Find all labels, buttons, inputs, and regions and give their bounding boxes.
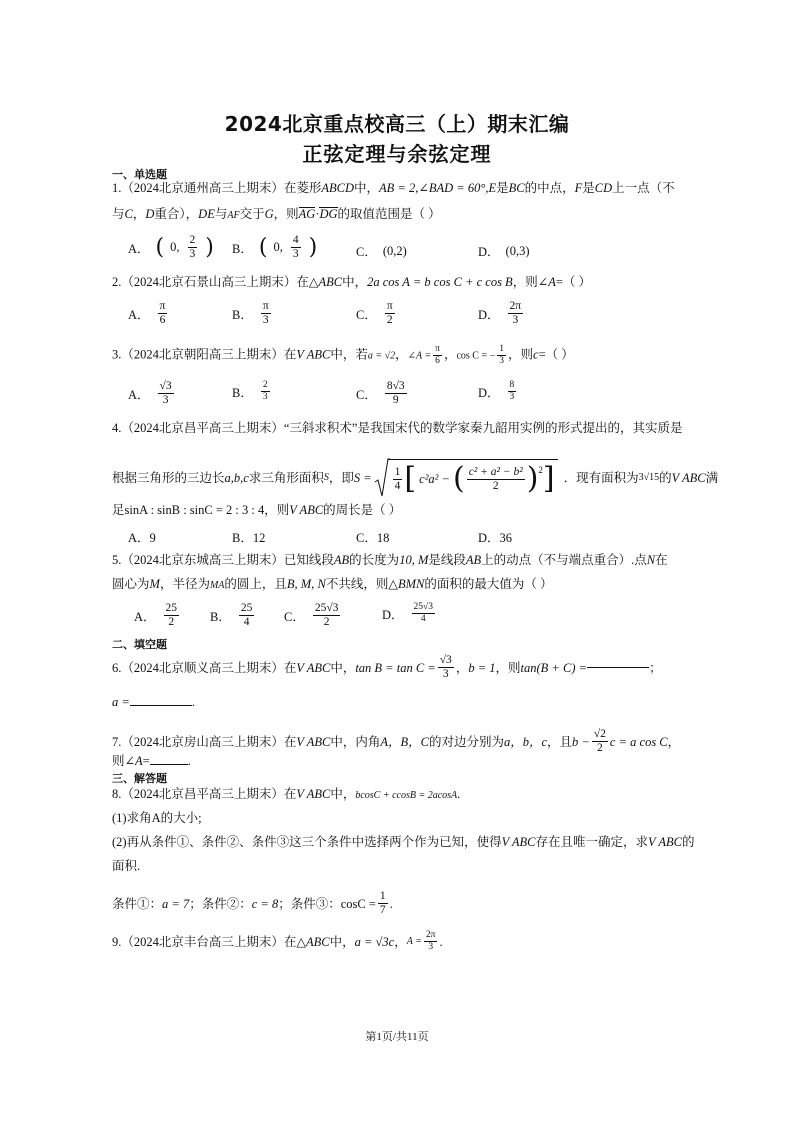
q1-math: C [124,207,133,221]
q2-option-d[interactable] [478,300,525,327]
q5-text: 不共线，则 [325,577,389,591]
q2-text: 中， [342,275,368,289]
fraction [291,234,301,261]
denominator: 4 [394,479,401,492]
q8-text: ；条件②： [189,896,252,911]
q6-math: V ABC [296,660,331,675]
denominator: 4 [243,616,250,628]
q2-text: 2.（2024北京石景山高三上期末）在△ [112,275,319,289]
option-label: C． [284,609,305,624]
q8-text: 8.（2024北京昌平高三上期末）在 [112,787,297,801]
fraction [158,300,168,327]
q1-text: 与 [214,207,228,221]
question-5-line-1 [112,552,668,568]
question-1-line-2 [112,206,441,224]
q4-text: 的 [659,471,672,485]
q8-math: a = 7 [162,896,190,911]
q7-text: = [142,754,150,768]
q9-math: A = [406,935,422,947]
denominator: 2 [492,479,499,492]
option-label: B． [232,307,253,322]
numerator: c² + a² − b² [468,465,523,478]
q3-text: ，则 [508,347,534,362]
q5-text: 的长度为 [349,553,400,567]
q7-text: 则∠ [112,754,135,768]
q1-text: ，则 [273,207,299,221]
q5-math: AB [465,553,482,567]
q1-math: G [264,207,274,221]
denominator: 3 [292,248,299,260]
q5-math: M [149,577,160,591]
denominator: 2 [168,616,175,628]
denominator: 3 [162,394,169,406]
right-bracket: ] [542,461,555,496]
fraction [424,930,438,953]
left-paren: ( [453,461,465,496]
q1-math: AF [227,210,240,221]
fraction [592,728,608,755]
q8-math: V ABC [296,787,331,801]
q2-math: ABC [318,275,343,289]
option-label: A． [128,307,150,322]
q5-text: 5.（2024北京东城高三上期末）已知线段 [112,553,334,567]
denominator: 2 [597,742,603,754]
q4-math: V ABC [671,471,706,485]
q6-math: tan(B + C) = [520,660,588,675]
question-8-line-1 [112,786,460,804]
q5-option-c[interactable] [284,602,342,629]
q7-math: V ABC [296,734,331,749]
q1-text: 中， [354,181,380,195]
q3-option-b[interactable] [232,380,272,403]
q8-text: 存在且唯一确定，求 [535,835,649,849]
q8-text: 的 [681,835,695,849]
option-label: A． [128,387,150,402]
q2-option-c[interactable] [356,300,397,327]
q4-math: S = [353,471,372,485]
question-9-line-1 [112,930,443,953]
fraction [261,380,270,403]
fraction [438,654,454,681]
q5-text: 上的动点（不与端点重合）.点 [481,553,647,567]
option-label: C． [356,245,377,259]
numerator: 2 [189,234,196,246]
q8-text: 中， [330,787,356,801]
denominator: 2 [323,616,330,628]
fraction [261,300,271,327]
section-heading-solution: 三、解答题 [112,772,167,785]
q5-text: 的面积的最大值为（ ） [424,577,553,591]
q5-math: 10, M [399,553,429,567]
q8-text: ；条件③： [278,896,341,911]
denominator: 3 [262,314,269,326]
q3-option-a[interactable] [128,380,176,407]
numerator: √2 [593,728,606,740]
numerator: 4 [292,234,299,246]
q1-text: 1.（2024北京通州高三上期末）在菱形 [112,181,322,195]
q5-math: B, M, N [286,577,326,591]
fraction [385,300,395,327]
q9-text: 中， [329,934,355,949]
denominator: 3 [262,392,268,402]
dot-operator: · [315,207,320,221]
radical-sign-icon [374,458,390,498]
right-paren: ) [526,461,539,496]
numerator: π [435,344,440,354]
q1-text: 的中点， [524,181,575,195]
document-title: 2024北京重点校高三（上）期末汇编 [224,112,570,136]
q7-text: ，且 [547,734,573,749]
question-8-part-2 [112,834,694,850]
q1-math: DE [198,207,215,221]
numerator: 8 [509,380,515,390]
question-1-line-1 [112,180,675,196]
option-label: D． [478,245,500,259]
q8-math: V ABC [648,835,682,849]
question-6-line-1 [112,654,662,681]
q4-math: S [323,472,329,483]
q9-math: a = √3c [354,934,395,949]
q3-text: 3.（2024北京朝阳高三上期末）在 [112,347,297,362]
option-label: B． [232,241,253,256]
option-text: 0, [170,240,180,254]
page-number-footer: 第1页/共11页 [365,1031,429,1043]
q1-text: 重合）， [154,207,199,221]
fraction [508,380,517,403]
q3-option-d[interactable] [478,380,518,403]
q2-text: ，则∠ [512,275,549,289]
q6-math: a = [112,695,130,709]
option-text: (0,2) [382,243,407,258]
fraction [412,602,435,625]
q5-option-d[interactable] [382,602,437,625]
exponent: 2 [538,464,543,475]
denominator: 6 [159,314,166,326]
denominator: 9 [392,394,399,406]
q1-math: CD [594,181,613,195]
q7-math: c = a cos C [609,734,668,749]
question-4-line-2 [112,458,718,498]
fraction [497,344,506,367]
q9-text: ， [394,934,407,949]
numerator: 25 [165,602,178,614]
q5-text: 圆心为 [112,577,150,591]
denominator: 3 [512,314,519,326]
q6-math: b = 1 [468,660,496,675]
q6-text: ， [455,660,469,675]
question-6-line-2 [112,694,195,710]
q3-math: a = √2 [367,350,396,362]
q5-text: ，半径为 [159,577,210,591]
vector-dg: DG [319,207,338,221]
denominator: 3 [442,668,449,680]
numerator: 2π [425,930,436,940]
q5-option-b[interactable] [210,602,256,629]
q1-math: AB = 2,∠BAD = 60°,E [379,181,497,195]
q7-math: A [134,754,143,768]
question-8-part-2-cont: 面积. [112,859,141,873]
q7-math: a，b，c [503,734,548,749]
q9-text: 9.（2024北京丰台高三上期末）在△ [112,934,306,949]
fraction [313,602,341,629]
right-paren: ) [308,234,318,260]
fraction [393,466,403,493]
q4-math: sinA : sinB : sinC = 2 : 3 : 4 [124,503,265,517]
q4-math: a,b,c [224,471,249,485]
q1-math: F [574,181,583,195]
q1-text: 交于 [239,207,265,221]
question-8-conditions [112,890,393,917]
q9-text: . [439,934,443,949]
numerator: 25√3 [413,602,433,612]
question-4-line-3 [112,502,401,518]
q6-text: 6.（2024北京顺义高三上期末）在 [112,660,297,675]
denominator: 6 [435,356,440,366]
numerator: √3 [439,654,452,666]
q3-math: cos C = − [456,350,496,362]
q8-text: (2)再从条件①、条件②、条件③这三个条件中选择两个作为已知，使得 [112,835,502,849]
q4-option-c[interactable]: C．18 [356,531,390,545]
denominator: 7 [379,904,386,916]
q3-option-c[interactable] [356,380,409,407]
q6-text: 中， [330,660,356,675]
numerator: 1 [499,344,504,354]
answer-blank-a[interactable] [130,705,192,706]
q1-text: 的取值范围是（ ） [337,207,441,221]
denominator: 3 [428,942,434,952]
q5-math: AB [333,553,350,567]
q8-math: bcosC + ccosB = 2acosA [355,790,458,801]
q1-text: 是 [496,181,509,195]
denominator: 3 [499,356,504,366]
q3-text: ， [395,347,408,362]
q5-text: 是线段 [428,553,466,567]
q4-text: ，即 [328,471,354,485]
option-label: C． [356,387,377,402]
option-text: (0,3) [505,243,530,258]
q1-text: 上一点（不 [612,181,675,195]
q1-option-d[interactable] [478,242,529,260]
question-5-line-2 [112,576,552,594]
q4-option-b[interactable]: B．12 [232,531,266,545]
option-label: A． [128,241,150,256]
q5-option-a[interactable] [134,602,181,629]
question-4-line-1: 4.（2024北京昌平高三上期末）“三斜求积术”是我国宋代的数学家秦九韶用实例的形式提出的，其实质是 [112,421,683,435]
numerator: 25 [240,602,253,614]
q7-math: A，B，C [380,734,429,749]
radicand [388,459,558,499]
fraction [433,344,442,367]
denominator: 3 [189,248,196,260]
q3-text: =（ ） [538,347,574,362]
q4-text: 根据三角形的三边长 [112,471,225,485]
q3-math: ∠A = [407,350,432,362]
fraction [385,380,407,407]
q7-text: 中，内角 [330,734,381,749]
q5-math: △BMN [388,577,425,591]
q4-text: 满 [705,471,719,485]
option-label: B． [232,385,253,400]
q4-text: 足 [112,503,125,517]
question-7-line-1 [112,728,680,755]
denominator: 3 [509,392,515,402]
fraction [508,300,524,327]
q2-math: A [548,275,556,289]
numerator: π [386,300,393,312]
q4-option-d[interactable]: D．36 [478,531,513,545]
answer-blank-angle[interactable] [150,764,188,765]
q7-math: b − [572,734,590,749]
q7-text: ， [667,734,681,749]
fraction [164,602,180,629]
q3-text: ， [443,347,457,362]
q1-text: ， [132,207,146,221]
q8-math: c = 8 [251,896,279,911]
q4-math: c²a² − [419,472,450,486]
q6-text: ； [649,660,662,675]
q3-math: c [533,347,539,362]
q3-text: 中，若 [330,347,368,362]
answer-blank-tan[interactable] [587,667,649,668]
option-label: C． [356,307,377,322]
q9-math: ABC [306,934,330,949]
section-heading-fill-in: 二、填空题 [112,638,167,651]
q8-math: V ABC [501,835,536,849]
left-bracket: [ [404,461,417,496]
q1-text: 与 [112,207,125,221]
numerator: 1 [394,465,401,478]
option-label: D． [478,307,500,322]
q2-text: =（ ） [555,275,592,289]
denominator: 4 [420,614,426,624]
q6-math: tan B = tan C = [355,660,436,675]
q6-text: ，则 [495,660,521,675]
question-7-line-2 [112,753,191,769]
denominator: 2 [386,314,393,326]
q7-text: 7.（2024北京房山高三上期末）在 [112,734,297,749]
q5-math: N [646,553,656,567]
q5-text: 在 [655,553,668,567]
vector-ag: AG [298,207,316,221]
question-8-part-1: (1)求角A的大小; [112,811,202,825]
q2-option-b[interactable] [232,300,273,327]
q6-text: . [191,695,195,709]
q8-math: cosC = [340,896,376,911]
question-2-line [112,274,591,290]
numerator: 2 [262,380,268,390]
q1-math: ABCD [321,181,355,195]
numerator: √3 [159,380,172,392]
right-paren: ) [205,234,214,260]
document-subtitle: 正弦定理与余弦定理 [302,142,492,166]
q4-option-a[interactable]: A．9 [128,531,156,545]
option-label: B． [210,609,231,624]
q7-text: 的对边分别为 [428,734,504,749]
numerator: π [159,300,166,312]
q8-text: . [389,896,393,911]
q1-option-a[interactable] [128,234,214,261]
numerator: 8√3 [386,380,405,392]
option-label: A． [134,609,156,624]
fraction [158,380,174,407]
left-paren: ( [258,234,268,260]
numerator: π [262,300,269,312]
left-paren: ( [155,234,165,260]
q5-text: 的圆上，且 [224,577,287,591]
fraction [188,234,198,261]
q1-math: D [145,207,155,221]
fraction [378,890,388,917]
q1-option-c[interactable] [356,242,407,260]
q1-option-b[interactable] [232,234,317,261]
q4-text: ，则 [264,503,290,517]
q4-text: ．现有面积为 [563,471,639,485]
fraction [467,466,525,493]
question-3-line [112,344,574,367]
option-label: D． [382,607,404,622]
section-heading-single-choice: 一、单选题 [112,168,167,181]
q4-math: V ABC [289,503,324,517]
numerator: 25√3 [314,602,339,614]
q7-text: . [187,754,191,768]
q8-text: 条件①： [112,896,163,911]
q1-math: BC [508,181,525,195]
option-label: D． [478,385,500,400]
fraction [239,602,255,629]
q2-option-a[interactable] [128,300,169,327]
q3-math: V ABC [296,347,331,362]
q4-text: 的周长是（ ） [323,503,402,517]
q8-text: . [457,787,461,801]
q5-math: MA [209,580,225,591]
q4-text: 求三角形面积 [248,471,324,485]
q1-text: 是 [582,181,595,195]
q2-math: 2a cos A = b cos C + c cos B [367,275,513,289]
numerator: 1 [379,890,386,902]
numerator: 2π [509,300,522,312]
option-text: 0, [273,240,283,254]
area-formula-radical [374,458,558,498]
q4-math: 3√15 [638,472,660,483]
